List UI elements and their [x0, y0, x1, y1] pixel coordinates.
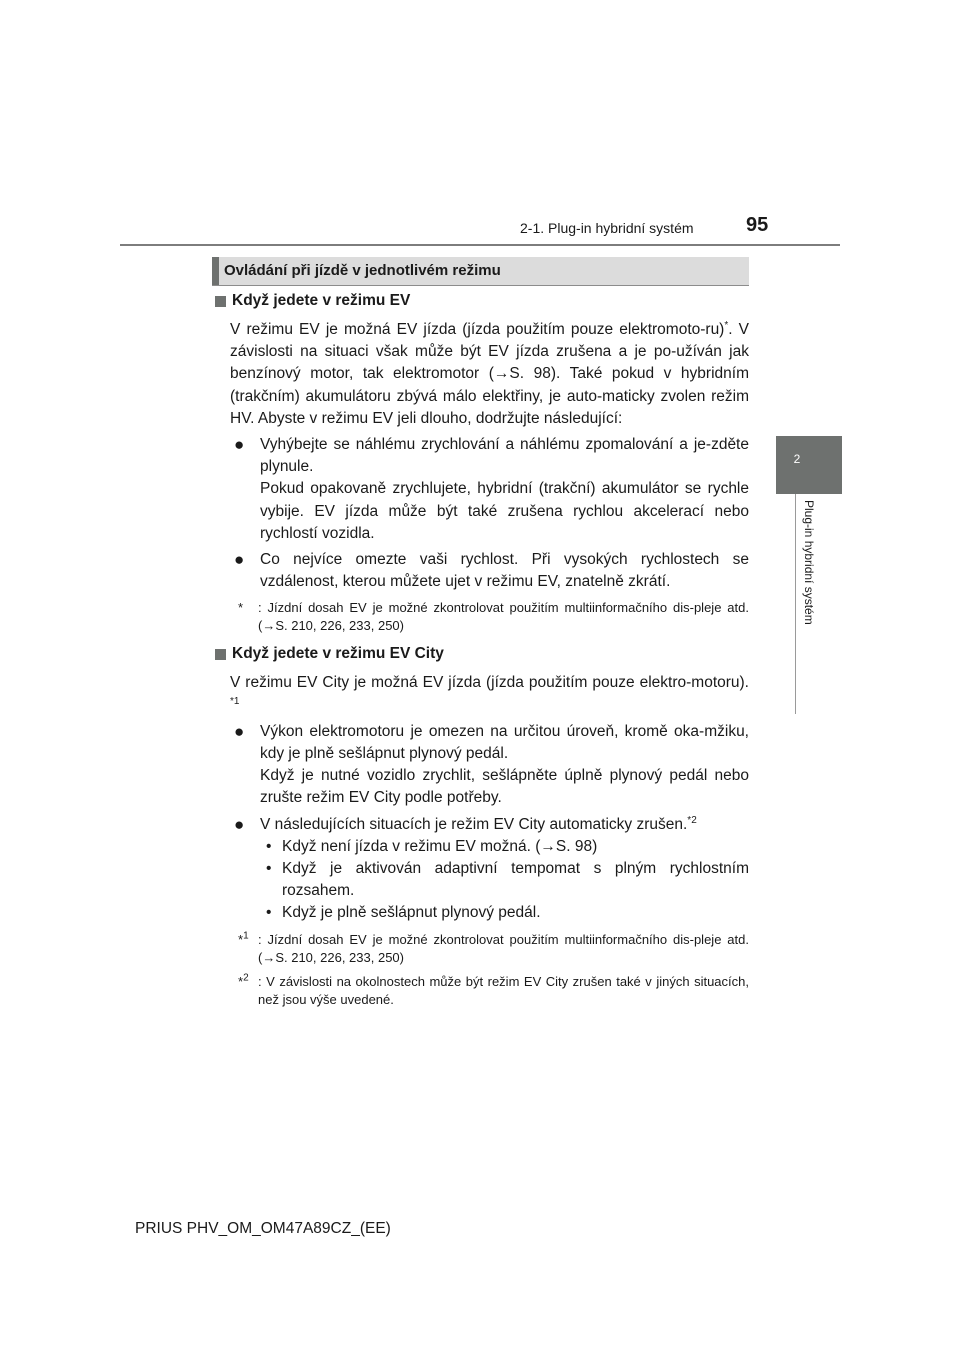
- ev-bullet-1-title: Vyhýbejte se náhlému zrychlování a náhlému zpomalování a je-zděte plynule.: [260, 436, 749, 476]
- ev-city-footnote-2: [238, 972, 749, 1009]
- ev-footnote-text: : Jízdní dosah EV je možné zkontrolovat použitím multiinformačního dis-pleje atd. (→S. 210, 226, 233, 250): [258, 600, 749, 634]
- round-bullet-icon: ●: [234, 550, 245, 570]
- ev-city-bullet-1: [234, 721, 749, 810]
- ev-city-bullet-1-title: Výkon elektromotoru je omezen na určitou úroveň, kromě oka-mžiku, kdy je plně sešlápnut plynový pedál.: [260, 722, 749, 763]
- ev-city-heading-text: Když jedete v režimu EV City: [232, 645, 444, 663]
- ev-mode-intro: [230, 319, 749, 430]
- ev-city-heading: [212, 643, 749, 665]
- main-content: [212, 290, 749, 1009]
- ev-city-footnote-2-mark: [238, 973, 249, 991]
- ev-bullet-1-detail: Pokud opakovaně zrychlujete, hybridní (trakční) akumulátor se rychle vybije. EV jízda může být také zrušena rychlou akcelerací nebo rychlostí vozidla.: [260, 480, 749, 542]
- ev-city-intro: [230, 672, 749, 716]
- ev-city-intro-sup: 1: [233, 695, 240, 707]
- ev-city-bullet-2-text: V následujících situacích je režim EV City automaticky zrušen.: [260, 815, 688, 833]
- ev-bullet-2: [234, 549, 749, 593]
- dot-marker-icon: •: [266, 860, 272, 878]
- ev-city-bullet-2-mark: [687, 815, 696, 826]
- ev-footnote: [238, 599, 749, 635]
- document-code-footer: PRIUS PHV_OM_OM47A89CZ_(EE): [135, 1220, 391, 1237]
- ev-city-bullet-2-star: *: [687, 814, 692, 826]
- dot-marker-icon: •: [266, 904, 272, 922]
- chapter-tab-title: Plug-in hybridní systém: [802, 500, 816, 625]
- ev-city-footnote-1-sup: 1: [243, 930, 249, 942]
- ev-city-sub-item-3: [266, 902, 749, 924]
- ev-city-sub-item-3-text: Když je plně sešlápnut plynový pedál.: [282, 904, 541, 922]
- chapter-tab-divider: [795, 494, 796, 714]
- ev-intro-footnote-mark: *: [724, 319, 729, 331]
- section-title-accent: [212, 257, 219, 285]
- ev-city-sub-item-2: [266, 858, 749, 902]
- chapter-tab: [776, 436, 842, 494]
- header-rule: [120, 244, 840, 246]
- ev-mode-heading-text: Když jedete v režimu EV: [232, 292, 411, 309]
- ev-city-intro-star: *: [230, 695, 234, 707]
- section-title: Ovládání při jízdě v jednotlivém režimu: [224, 262, 501, 279]
- ev-mode-heading: [212, 290, 749, 312]
- ev-city-footnote-2-sup: 2: [243, 972, 249, 984]
- round-bullet-icon: ●: [234, 721, 245, 741]
- ev-city-footnote-1-text: : Jízdní dosah EV je možné zkontrolovat použitím multiinformačního dis-pleje atd. (→S. 210, 226, 233, 250): [258, 931, 749, 965]
- ev-city-footnote-2-text: : V závislosti na okolnostech může být režim EV City zrušen také v jiných situacích, než jsou výše uvedené.: [258, 973, 749, 1007]
- ev-intro-part-1: V režimu EV je možná EV jízda (jízda použitím pouze elektromoto-ru): [230, 321, 725, 338]
- ev-city-footnote-1-mark: [238, 931, 249, 949]
- ev-city-intro-text: V režimu EV City je možná EV jízda (jízda použitím pouze elektro-motoru).: [230, 674, 749, 692]
- running-header-section: 2-1. Plug-in hybridní systém: [520, 220, 694, 236]
- ev-city-bullet-2-title: [260, 814, 749, 836]
- ev-city-intro-mark: [230, 695, 239, 706]
- round-bullet-icon: ●: [234, 435, 245, 455]
- ev-bullet-1: [234, 434, 749, 545]
- dot-marker-icon: •: [266, 837, 272, 855]
- ev-city-sub-item-1-text: Když není jízda v režimu EV možná. (→S. 98): [282, 837, 598, 855]
- ev-city-sub-item-1: [266, 836, 749, 858]
- ev-city-sub-item-2-text: Když je aktivován adaptivní tempomat s plným rychlostním rozsahem.: [282, 860, 749, 900]
- ev-intro-part-2: . V závislosti na situaci však může být EV jízda zrušena a je po-užíván jak benzínový motor, tak elektromotor (→S. 98). Také pokud v hybridním (trakčním) akumulátoru zbývá málo elektřiny, je auto-maticky zvolen režim HV. Abyste v režimu EV jeli dlouho, dodržujte následující:: [230, 321, 750, 427]
- chapter-tab-number: 2: [793, 452, 801, 466]
- square-bullet-icon: [215, 649, 226, 660]
- page-number: 95: [746, 214, 769, 236]
- ev-city-bullet-2-sup: 2: [691, 814, 697, 826]
- ev-city-bullet-1-detail: Když je nutné vozidlo zrychlit, sešlápněte úplně plynový pedál nebo zrušte režim EV City podle potřeby.: [260, 767, 749, 807]
- ev-city-footnote-1-star: *: [238, 931, 244, 947]
- ev-city-footnote-1: [238, 930, 749, 967]
- square-bullet-icon: [215, 296, 226, 307]
- ev-bullet-2-title: Co nejvíce omezte vaši rychlost. Při vysokých rychlostech se vzdálenost, kterou můžete ujet v režimu EV, znatelně zkrátí.: [260, 551, 749, 591]
- ev-footnote-mark: *: [238, 600, 244, 616]
- round-bullet-icon: ●: [234, 814, 245, 834]
- ev-city-bullet-2: [234, 814, 749, 836]
- ev-city-footnote-2-star: *: [238, 973, 244, 989]
